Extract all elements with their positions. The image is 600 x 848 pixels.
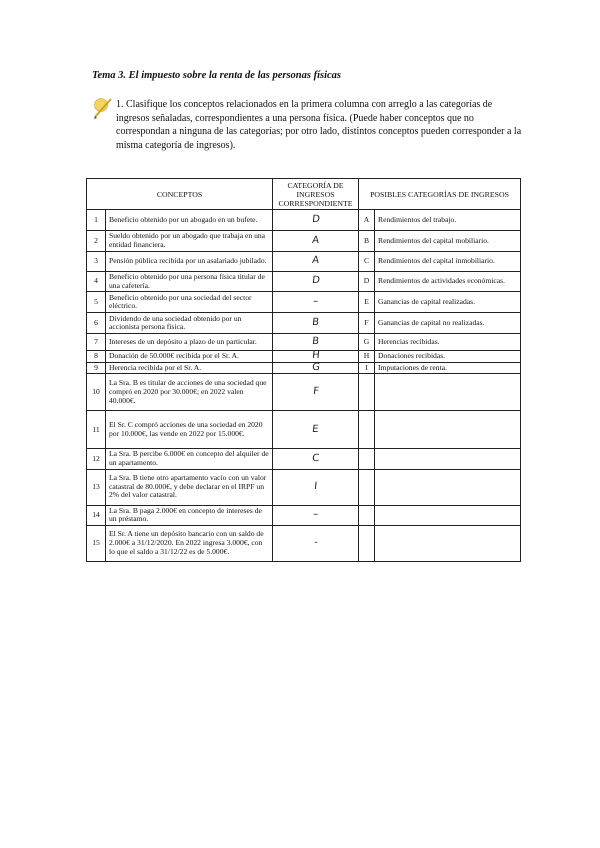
category-label: Imputaciones de renta. — [375, 362, 521, 374]
concept-cell: La Sra. B tiene otro apartamento vacío con un valor catastral de 80.000€, y debe declarar en el IRPF un 2% del valor catastral. — [106, 469, 273, 505]
category-label: Herencias recibidas. — [375, 334, 521, 351]
table-row — [87, 362, 521, 374]
row-number: 11 — [87, 411, 106, 449]
concept-cell: El Sr. A tiene un depósito bancario con un saldo de 2.000€ a 31/12/2020. En 2022 ingresa 3.000€, con lo que el saldo a 31/12/22 es de 5.000€. — [106, 525, 273, 561]
category-label — [375, 469, 521, 505]
answer-cell — [273, 313, 359, 334]
handwritten-answer: F — [312, 386, 320, 398]
handwritten-answer: D — [311, 213, 321, 225]
table-row — [87, 252, 521, 272]
answer-cell — [273, 411, 359, 449]
category-letter — [359, 411, 375, 449]
category-letter — [359, 525, 375, 561]
handwritten-answer: D — [311, 275, 321, 287]
table-row — [87, 231, 521, 252]
table-row — [87, 411, 521, 449]
handwritten-answer: A — [311, 234, 320, 246]
table-row — [87, 374, 521, 411]
answer-cell — [273, 525, 359, 561]
concept-cell: El Sr. C compró acciones de una sociedad en 2020 por 10.000€, las vende en 2022 por 15.000€. — [106, 411, 273, 449]
category-label — [375, 505, 521, 525]
concept-cell: Donación de 50.000€ recibida por el Sr. A. — [106, 351, 273, 363]
table-row — [87, 449, 521, 469]
category-label — [375, 525, 521, 561]
category-label — [375, 449, 521, 469]
category-letter: C — [359, 252, 375, 272]
table-row — [87, 469, 521, 505]
row-number: 12 — [87, 449, 106, 469]
answer-cell — [273, 252, 359, 272]
answer-cell — [273, 272, 359, 292]
answer-cell — [273, 334, 359, 351]
category-label: Donaciones recibidas. — [375, 351, 521, 363]
answer-cell — [273, 374, 359, 411]
table-row — [87, 313, 521, 334]
concept-cell: Beneficio obtenido por una persona física titular de una cafetería. — [106, 272, 273, 292]
category-label: Ganancias de capital no realizadas. — [375, 313, 521, 334]
table-row — [87, 210, 521, 231]
row-number: 8 — [87, 351, 106, 363]
concept-cell: Dividendo de una sociedad obtenido por un accionista persona física. — [106, 313, 273, 334]
answer-cell — [273, 505, 359, 525]
answer-cell — [273, 231, 359, 252]
row-number: 6 — [87, 313, 106, 334]
row-number: 5 — [87, 292, 106, 313]
category-letter: D — [359, 272, 375, 292]
concept-cell: Sueldo obtenido por un abogado que trabaja en una entidad financiera. — [106, 231, 273, 252]
classification-table — [86, 178, 521, 562]
handwritten-answer: I — [313, 480, 318, 492]
category-label — [375, 374, 521, 411]
table-row — [87, 351, 521, 363]
category-label: Rendimientos del trabajo. — [375, 210, 521, 231]
category-label: Rendimientos del capital mobiliario. — [375, 231, 521, 252]
category-letter — [359, 449, 375, 469]
table-row — [87, 272, 521, 292]
table-row — [87, 505, 521, 525]
table-row — [87, 525, 521, 561]
category-label: Ganancias de capital realizadas. — [375, 292, 521, 313]
handwritten-answer: B — [311, 316, 320, 328]
handwritten-answer: H — [311, 350, 320, 362]
category-label — [375, 411, 521, 449]
category-label: Rendimientos de actividades económicas. — [375, 272, 521, 292]
exercise-text: Clasifique los conceptos relacionados en la primera columna con arreglo a las categorías de ingresos señaladas, correspondientes a una persona física. (Puede haber conceptos que no correspondan a ninguna de las categorías; por otro lado, distintos conceptos pueden corresponder a la misma categoría de ingresos). — [116, 99, 522, 151]
handwritten-answer: – — [312, 295, 319, 307]
answer-cell — [273, 351, 359, 363]
table-row — [87, 292, 521, 313]
answer-cell — [273, 362, 359, 374]
row-number: 14 — [87, 505, 106, 525]
concept-cell: Beneficio obtenido por una sociedad del sector eléctrico. — [106, 292, 273, 313]
category-letter — [359, 505, 375, 525]
header-conceptos: CONCEPTOS — [87, 179, 273, 210]
category-label: Rendimientos del capital inmobiliario. — [375, 252, 521, 272]
handwritten-answer: - — [313, 536, 318, 548]
row-number: 7 — [87, 334, 106, 351]
table-row — [87, 334, 521, 351]
concept-cell: La Sra. B percibe 6.000€ en concepto del alquiler de un apartamento. — [106, 449, 273, 469]
page-title: Tema 3. El impuesto sobre la renta de las personas físicas — [92, 70, 342, 81]
category-letter: I — [359, 362, 375, 374]
concept-cell: Beneficio obtenido por un abogado en un bufete. — [106, 210, 273, 231]
category-letter: F — [359, 313, 375, 334]
category-letter: H — [359, 351, 375, 363]
row-number: 2 — [87, 231, 106, 252]
category-letter: E — [359, 292, 375, 313]
category-letter: A — [359, 210, 375, 231]
exercise-instructions — [116, 98, 524, 152]
concept-cell: La Sra. B es titular de acciones de una sociedad que compró en 2020 por 30.000€; en 2022 valen 40.000€. — [106, 374, 273, 411]
row-number: 15 — [87, 525, 106, 561]
answer-cell — [273, 469, 359, 505]
row-number: 13 — [87, 469, 106, 505]
category-letter: G — [359, 334, 375, 351]
concept-cell: Herencia recibida por el Sr. A. — [106, 362, 273, 374]
category-letter — [359, 374, 375, 411]
row-number: 3 — [87, 252, 106, 272]
answer-cell — [273, 210, 359, 231]
handwritten-answer: – — [312, 508, 319, 520]
handwritten-answer: G — [311, 361, 321, 373]
category-letter — [359, 469, 375, 505]
concept-cell: Pensión pública recibida por un asalariado jubilado. — [106, 252, 273, 272]
handwritten-answer: A — [311, 255, 320, 267]
row-number: 9 — [87, 362, 106, 374]
header-categoria: CATEGORÍA DE INGRESOS CORRESPONDIENTE — [273, 179, 359, 210]
handwritten-answer: B — [311, 335, 320, 347]
answer-cell — [273, 292, 359, 313]
concept-cell: La Sra. B paga 2.000€ en concepto de intereses de un préstamo. — [106, 505, 273, 525]
category-letter: B — [359, 231, 375, 252]
handwritten-answer: C — [311, 452, 320, 464]
row-number: 1 — [87, 210, 106, 231]
exercise-pencil-icon — [92, 95, 114, 121]
row-number: 10 — [87, 374, 106, 411]
row-number: 4 — [87, 272, 106, 292]
answer-cell — [273, 449, 359, 469]
concept-cell: Intereses de un depósito a plazo de un particular. — [106, 334, 273, 351]
exercise-number: 1. — [116, 99, 124, 110]
handwritten-answer: E — [311, 423, 320, 435]
header-posibles: POSIBLES CATEGORÍAS DE INGRESOS — [359, 179, 521, 210]
